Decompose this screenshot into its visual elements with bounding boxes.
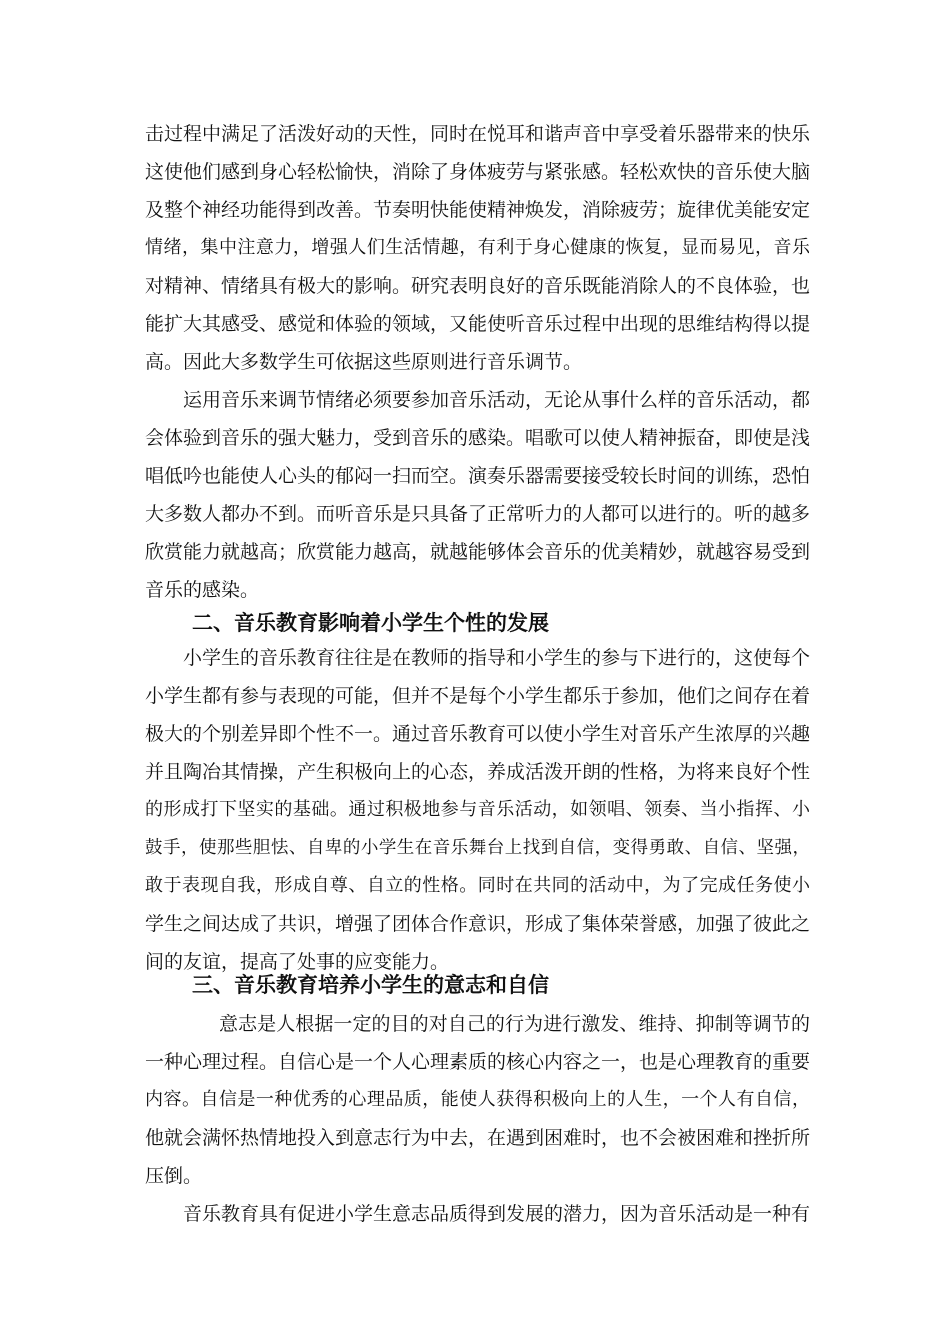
text-line: 会体验到音乐的强大魅力，受到音乐的感染。唱歌可以使人精神振奋，即使是浅	[145, 427, 810, 449]
text-line: 压倒。	[145, 1165, 203, 1187]
text-line: 学生之间达成了共识，增强了团体合作意识，形成了集体荣誉感，加强了彼此之	[145, 913, 810, 935]
text-line: 小学生的音乐教育往往是在教师的指导和小学生的参与下进行的，这使每个	[183, 647, 810, 669]
text-line: 及整个神经功能得到改善。节奏明快能使精神焕发，消除疲劳；旋律优美能安定	[145, 199, 810, 221]
text-line: 意志是人根据一定的目的对自己的行为进行激发、维持、抑制等调节的	[219, 1013, 810, 1035]
text-line: 极大的个别差异即个性不一。通过音乐教育可以使小学生对音乐产生浓厚的兴趣	[145, 723, 810, 745]
text-line: 对精神、情绪具有极大的影响。研究表明良好的音乐既能消除人的不良体验，也	[145, 275, 810, 297]
text-line: 音乐的感染。	[145, 579, 260, 601]
text-line: 鼓手，使那些胆怯、自卑的小学生在音乐舞台上找到自信，变得勇敢、自信、坚强，	[145, 838, 810, 858]
text-line: 的形成打下坚实的基础。通过积极地参与音乐活动，如领唱、领奏、当小指挥、小	[145, 799, 810, 820]
text-line: 唱低吟也能使人心头的郁闷一扫而空。演奏乐器需要接受较长时间的训练，恐怕	[145, 465, 810, 487]
section-heading: 二、音乐教育影响着小学生个性的发展	[192, 611, 549, 635]
text-line: 情绪，集中注意力，增强人们生活情趣，有利于身心健康的恢复，显而易见，音乐	[145, 237, 810, 258]
section-heading: 三、音乐教育培养小学生的意志和自信	[192, 973, 549, 997]
text-line: 一种心理过程。自信心是一个人心理素质的核心内容之一，也是心理教育的重要	[145, 1051, 810, 1073]
text-line: 内容。自信是一种优秀的心理品质，能使人获得积极向上的人生，一个人有自信，	[145, 1089, 810, 1110]
text-line: 间的友谊，提高了处事的应变能力。	[145, 951, 450, 973]
text-line: 他就会满怀热情地投入到意志行为中去，在遇到困难时，也不会被困难和挫折所	[145, 1127, 810, 1149]
text-line: 大多数人都办不到。而听音乐是只具备了正常听力的人都可以进行的。听的越多	[145, 503, 810, 525]
text-line: 高。因此大多数学生可依据这些原则进行音乐调节。	[145, 351, 583, 373]
text-line: 击过程中满足了活泼好动的天性，同时在悦耳和谐声音中享受着乐器带来的快乐	[145, 123, 810, 145]
text-line: 运用音乐来调节情绪必须要参加音乐活动，无论从事什么样的音乐活动，都	[183, 389, 810, 411]
text-line: 音乐教育具有促进小学生意志品质得到发展的潜力，因为音乐活动是一种有	[183, 1203, 810, 1225]
text-line: 小学生都有参与表现的可能，但并不是每个小学生都乐于参加，他们之间存在着	[145, 685, 810, 707]
text-line: 能扩大其感受、感觉和体验的领域，又能使听音乐过程中出现的思维结构得以提	[145, 313, 810, 335]
text-line: 并且陶冶其情操，产生积极向上的心态，养成活泼开朗的性格，为将来良好个性	[145, 761, 810, 783]
text-line: 欣赏能力就越高；欣赏能力越高，就越能够体会音乐的优美精妙，就越容易受到	[145, 541, 810, 563]
text-line: 这使他们感到身心轻松愉快，消除了身体疲劳与紧张感。轻松欢快的音乐使大脑	[145, 161, 810, 183]
text-line: 敢于表现自我，形成自尊、自立的性格。同时在共同的活动中，为了完成任务使小	[145, 875, 810, 896]
